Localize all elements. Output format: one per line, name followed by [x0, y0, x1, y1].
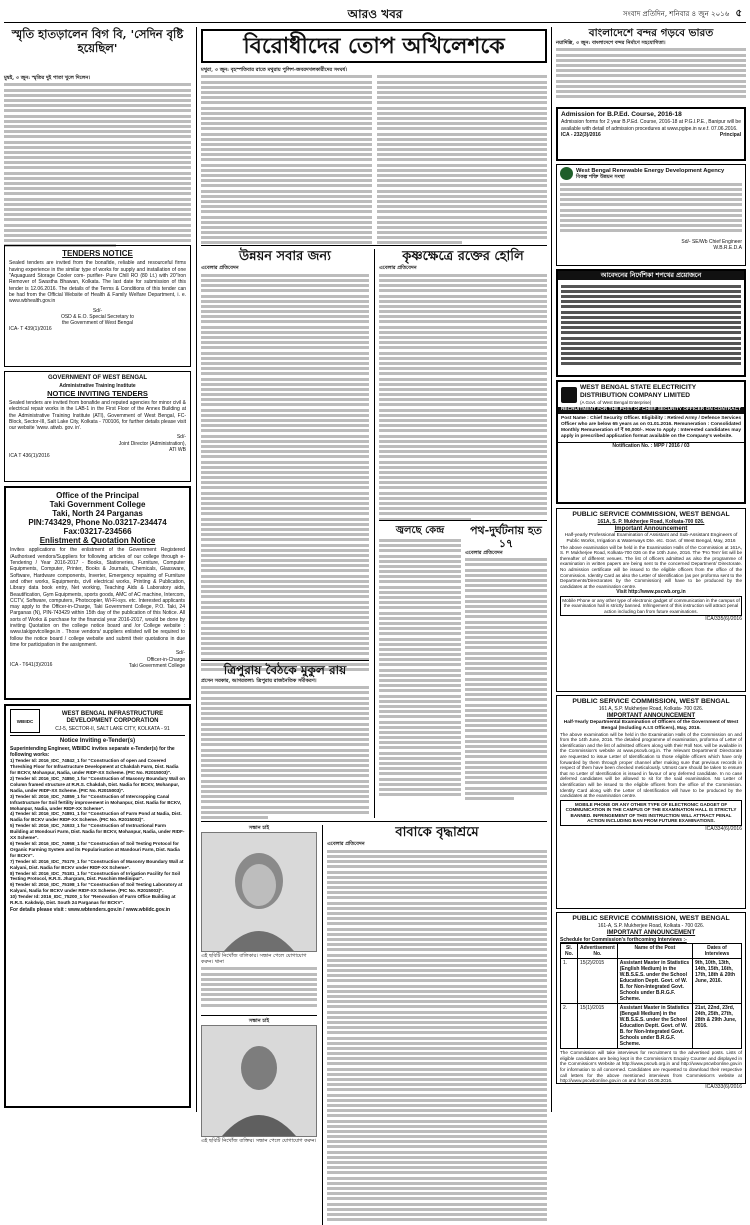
sign-line: OSD & E.O. Special Secretary to	[60, 313, 135, 320]
tender-list-item: 10) Tender Id: 2016_IDC_75200_1 for "Renovation of Farm Office Building at R.R.S. Kakdwip, Dist. South 24 Parganas for BCKV".	[10, 894, 176, 906]
tender-list-item: 5) Tender Id: 2016_IDC_74933_1 for "Construction of Instructional Farm Building at Mondouri Farm, Dist. Nadia for BCKV, Mohanpur, Nadia, under RIDF-XX Scheme".	[10, 823, 185, 841]
psc-announcement-3	[556, 912, 746, 1090]
story-unnayan	[201, 249, 369, 818]
table-cell: 9th, 10th, 13th, 14th, 15th, 16th, 17th, 18th & 20th June, 2016.	[693, 959, 742, 1004]
story-krishnakshetra-dateline: এবেলার প্রতিবেদন	[379, 265, 417, 272]
psc1-body: The above examination will be held in the Examination Halls of the Commission at 161A, S. P. Mukherjee Road, Kolkata-700 026 on the 10th June, 2016. The 'Pro Tem' list will be thereafter of different venues. The list of officers admitted as also the programme of examination in written papers are being sent to the concerned Department/ Directorate. No admission certificate will be issued to the eligible officers from the office of the Commission. Identity Card as also the Letter of Identification (as per proforma sent to the Departments/Directorates by the Commission) will have to be produced by the candidates at the examination centre.	[560, 544, 742, 589]
table-cell: 15(1)/2015	[578, 1004, 618, 1049]
missing-notices	[201, 825, 317, 1225]
wbsedcl-header	[558, 382, 744, 407]
header-rule	[4, 22, 746, 23]
tender-list-item: 9) Tender Id: 2016_IDC_75198_1 for "Construction of Soil Testing Laboratory at Kalyani, Nadia for BCKV under RIDF-XX Scheme. (PIC No. R2015003)".	[10, 882, 183, 894]
table-cell: 15(2)/2015	[578, 959, 618, 1004]
col-header: Dates of Interviews	[693, 944, 742, 959]
sign-line: Sd/-	[175, 650, 185, 657]
college-notice-title: Enlistment & Quotation Notice	[39, 536, 156, 546]
wbsedcl-title1: WEST BENGAL STATE ELECTRICITY	[580, 384, 697, 392]
bengali-recruitment-notice	[556, 269, 746, 377]
story-bangladesh-body	[556, 48, 746, 104]
story-babake	[322, 825, 547, 1225]
page-section-title: আরও খবর	[347, 7, 403, 21]
bped-footer	[561, 132, 741, 138]
story-big-b-headline: স্মৃতি হাতড়ালেন বিগ বি, 'সেদিন বৃষ্টি হয়েছিল'	[11, 27, 184, 55]
wbreda-ad	[556, 164, 746, 266]
psc2-subhead: Half-Yearly Departmental Examination of Officers of the Government of West Bengal (Including A.I.S Officers), May, 2016.	[563, 719, 739, 731]
psc1-heading: Important Announcement	[614, 525, 688, 532]
tenders-notice-title: TENDERS NOTICE	[62, 249, 133, 259]
sign-line: the Government of West Bengal	[61, 320, 134, 327]
sign-line: W.B.R.E.D.A	[713, 244, 742, 251]
missing-photo-1	[201, 832, 317, 952]
story-jwolche-body	[379, 539, 461, 797]
story-accident-title: পথ-দুর্ঘটনায় হত ১৭	[470, 523, 542, 550]
psc1-subhead: Half-yearly Professional Examination of Assistant and Sub-Assistant Engineers of Public Works, Irrigation & Waterways Dte. etc. Govt. of West Bengal, May, 2016	[564, 532, 738, 544]
story-tripura-dateline: প্রসেন সরকার, আগরতলা: ত্রিপুরায় রাজনৈতিক সমীকরণ।	[201, 677, 317, 684]
col-header: Advertisement No.	[578, 944, 618, 959]
middle-column	[196, 27, 552, 1144]
bped-ref: ICA - 232(3)/2016	[561, 132, 601, 139]
wbreda-name: West Bengal Renewable Energy Development Agency	[576, 167, 725, 174]
table-cell: 2.	[561, 1004, 578, 1049]
table-row	[561, 959, 742, 1004]
missing-caption-1: এই ছবিটি নিখোঁজ বালিকার। সন্ধান পেলে যোগাযোগ করুন। থানা	[201, 952, 307, 965]
story-tripura-body	[201, 686, 369, 818]
ati-tender-body: Sealed tenders are invited from bonafide and reputed agencies for minor civil & electrical repair works in the LAB-1 in the First Floor of the Annex Building at the Administrative Training Institute (ATI), Government of West Bengal, FC-Block, Sector-III, Salt Lake City, Kolkata - 700106, for further details please visit our website 'www. atiwb. gov. in'.	[9, 399, 186, 432]
ati-tender-ad	[4, 371, 191, 482]
wbreda-sign	[560, 239, 742, 252]
table-cell: Assistant Master in Statistics (Bengali Medium) in the W.B.S.E.S. under the School Education Deptt. Govt. of W. B. for Non-Integrated Govt. Schools under B.R.G.F. Scheme.	[617, 1004, 692, 1049]
lead-story-dateline: মথুরা, ৩ জুন: বৃহস্পতিবার রাতে মথুরায় পুলিশ-জবরদখলকারীদের সংঘর্ষ।	[201, 67, 347, 73]
psc2-addr: 161 A, S.P. Mukherjee Road, Kolkata- 700 026.	[598, 706, 704, 713]
tenders-notice-ad	[4, 245, 191, 367]
table-row	[561, 1004, 742, 1049]
wbiidc-title2: DEVELOPMENT CORPORATION	[66, 718, 159, 725]
story-krishnakshetra-title: কৃষ্ণক্ষেত্রে রক্তের হোলি	[402, 249, 524, 265]
lead-headline: বিরোধীদের তোপ অখিলেশকে	[201, 29, 547, 63]
psc2-warning: MOBILE PHONE OR ANY OTHER TYPE OF ELECTRONIC GADGET OF COMMUNICATION IN THE CAMPUS OF THE EXAMINATION HALL IS STRICTLY BANNED. INFRINGEMENT OF THIS INSTRUCTION WILL ATTRACT PENAL ACTION INCLUDING BAN FROM FUTURE EXAMINATIONS.	[560, 800, 742, 826]
ati-gov-line: GOVERNMENT OF WEST BENGAL	[48, 375, 147, 382]
college-phone: PIN:743429, Phone No.03217-234474	[28, 518, 167, 528]
sign-line: ATI WB	[169, 447, 186, 454]
college-notice-body: Invites applications for the enlistment of the Government Registered /Authorised vendors/Suppliers for following articles of our college through e-Tendering / Year 2016-2017 - Books, Stationeries, Furniture, Computer Equipments, Computer, Printer, Books & Journals, Chemicals, Glassware, Software, Hardware components, Inverter, Emergency repairing of Furniture and other works, Equipments, civil electrical works, Printing & Publication, Library data book entry, Net working, Teaching Aids & Laboratory aids, Beautification, Gym Equipments, sports goods, AMC of AC machine, Intercom, CCTV, Software, computers, Photocopier, Wi-Fi-sys. etc. Interested applicants may apply to the Officer-in-Charge, Taki Government College, P.O. Taki, 24 Parganas (N), PIN-743429 within 15th day of the publication of this Notice. All sorts of Works & purchase for the financial year 2016-2017, would be done by inviting Quotation on the college notice board and /or College website : www.takigovtcollege.in . Those vendors/ suppliers enlisted will be required to follow the notice board / college website and submit their quotations in due time for participation in the assignment.	[10, 547, 185, 648]
wbiidc-intro: Superintending Engineer, WBIIDC invites separate e-Tender(s) for the following works:	[10, 745, 175, 758]
missing-photo-2	[201, 1025, 317, 1137]
story-babake-title: বাবাকে বৃদ্ধাশ্রমে	[395, 825, 479, 841]
page-number: ৫	[735, 8, 742, 19]
psc-announcement-2	[556, 695, 746, 909]
ati-tender-ref: ICA T 436(1)/2016	[9, 453, 50, 460]
story-babake-dateline: এবেলার প্রতিবেদন	[327, 841, 365, 848]
wbsedcl-title2: DISTRIBUTION COMPANY LIMITED	[580, 392, 691, 400]
wbiidc-logo: WBIIDC	[10, 709, 40, 733]
story-bangladesh-dateline: নয়াদিল্লি, ৩ জুন: বাংলাদেশে বন্দর নির্মাণে সহযোগিতা।	[556, 40, 666, 46]
ati-dept-line: Administrative Training Institute	[59, 382, 136, 389]
wbreda-logo-icon	[560, 167, 573, 180]
psc3-addr: 161-A, S.P. Mukherjee Road, Kolkata - 700 026.	[597, 923, 705, 930]
sign-line: Sd/-	[92, 307, 103, 314]
psc2-body: The above examination will be held in the Examination Halls of the Commission on and from the 14th June, 2016. The detailed programme of examination, proforma of Letter of Identification and the list of admitted officers along with their Roll Nos. will be available in the Commission's website at www.pscwb.org.in. The relevant Department/ Directorate are requested to issue Letter of Identification to those eligible officers which have only forwarded by them through proper channel after making sure that previous records in respect of them have been checked meticulously. Utmost care should be taken to ensure that no Letter of Identification is issued in favour of any deferred candidate. In no case deferred candidates will be allowed to sit for the said examination. No Letter of Identification will be issued to the eligible officers from the office of the Commission. Identity Card along with the Letter of Identification will have to be produced by the candidates at the examination centre.	[560, 731, 742, 799]
tenders-notice-ref: ICA- T 439(1)/2016	[9, 326, 52, 333]
story-bangladesh-title: বাংলাদেশে বন্দর গড়বে ভারত	[588, 27, 714, 39]
table-cell: 1.	[561, 959, 578, 1004]
story-krishnakshetra	[374, 249, 547, 818]
tender-list-item: 3) Tender Id: 2016_IDC_74859_1 for "Construction of Intercropping Canal Infrastructure for Soil fertility improvement in Mohanpur, Dist. Nadia for BCKV, Mohanpur, Nadia, under RIDF-XX Scheme".	[10, 793, 182, 811]
story-unnayan-dateline: এবেলার প্রতিবেদন	[201, 265, 239, 272]
psc2-ref: ICA/334(6)/2016	[705, 826, 742, 833]
wbreda-title-block	[576, 168, 724, 181]
person-photo-placeholder-icon	[214, 1032, 304, 1136]
college-line3: Taki, North 24 Parganas	[52, 509, 143, 519]
story-accident-body	[465, 558, 547, 802]
story-jwolche	[379, 524, 461, 802]
bped-admission-ad	[556, 107, 746, 161]
story-babake-body	[327, 850, 547, 1218]
row-stories-e-f	[379, 520, 547, 802]
wbiidc-header	[10, 709, 185, 736]
wbreda-body	[560, 183, 742, 239]
missing-body-1	[201, 967, 317, 1011]
story-big-b-dateline: মুম্বই, ৩ জুন: স্মৃতির দুই পাতা খুলে দিলেন।	[4, 75, 91, 81]
right-column	[556, 27, 746, 1112]
tender-list-item: 8) Tender Id: 2016_IDC_75181_1 for "Construction of Irrigation Facility for Soil Testing Protocol, R.R.S. Jhargram, Dist. Paschim Medinipur".	[10, 870, 181, 882]
page-dateline	[623, 6, 742, 23]
bengali-notice-body	[558, 280, 744, 372]
table-cell: Assistant Master in Statistics (English Medium) in the W.B.S.E.S. under the School Education Deptt. Govt. of W. B. for Non-Integrated Govt. Schools under B.R.G.F. Scheme.	[617, 959, 692, 1004]
sign-line: Joint Director (Administration),	[118, 440, 186, 447]
psc1-website-link[interactable]: Visit http://www.pscwb.org.in	[616, 589, 686, 596]
psc1-addr: 161A, S. P. Mukherjee Road, Kolkata-700 026.	[597, 519, 705, 526]
missing-notice-label-1: সন্ধান চাই	[248, 825, 270, 832]
tender-list-item: 1) Tender Id: 2016_IDC_74842_1 for "Construction of open and Covered Threshing Floor for Infrastructure Development at Chakdah Farm, Dist. Nadia for BCKV, Mohanpur, Nadia, under RIDF-XX Scheme. (PIC No. R2015003)".	[10, 758, 179, 776]
psc3-footer: The Commission will take interviews for recruitment to the advertised posts. Lists of eligible candidates are being kept in the Commission's Enquiry Counter and displayed in the Commission's Website at http://www.pscwb.org.in and http://www.pscwbonline.gov.in for information to all concerned. Candidates are requested to download their respective call letters for the above mentioned interviews from Commission's website at http://www.pscwbonline.gov.in on and from 04.06.2016.	[560, 1050, 742, 1084]
sign-line: Sd/- SE/Wb Chief Engineer	[681, 238, 742, 245]
lead-body-col1	[201, 73, 372, 241]
lead-body-col2	[377, 73, 548, 241]
wbiidc-title1: WEST BENGAL INFRASTRUCTURE	[61, 711, 164, 718]
wbiidc-items	[10, 758, 185, 906]
story-jwolche-title: জ্বলছে কেন্দ্র	[395, 524, 445, 536]
table-header-row	[561, 944, 742, 959]
taki-college-notice	[4, 486, 191, 700]
psc1-ref: ICA/335(6)/2016	[705, 616, 742, 623]
wbsedcl-notice-no: Notification No. : MPP / 2016 / 03	[558, 442, 744, 449]
wbsedcl-body: Post Name : Chief Security Officer. Eligibility : Retired Army / Defence Services Officer who are below 65 years as on 01.01.2016. Remuneration : Consolidated Monthly Remuneration of ₹ 90,000/-. How to Apply : Interested candidates may apply in prescribed application format available on the Company's website.	[561, 415, 741, 439]
college-line1: Office of the Principal	[56, 491, 139, 501]
wbiidc-footer: For details please visit : www.wbtenders.gov.in / www.wbiidc.gov.in	[10, 906, 171, 913]
psc3-title: PUBLIC SERVICE COMMISSION, WEST BENGAL	[572, 915, 730, 923]
left-column	[4, 27, 191, 1112]
wbiidc-notice: Notice Inviting e-Tender(s)	[59, 738, 136, 745]
wbsedcl-recruitment-ad	[556, 380, 746, 504]
wbsedcl-sub: (A Govt. of West Bengal Enterprise)	[580, 399, 652, 405]
lead-story-body	[201, 73, 547, 241]
col-header: Sl. No.	[561, 944, 578, 959]
bped-title: Admission for B.P.Ed. Course, 2016-18	[561, 111, 682, 119]
col-header: Name of the Post	[617, 944, 692, 959]
story-unnayan-title: উন্নয়ন সবার জন্য	[239, 249, 331, 265]
psc2-title: PUBLIC SERVICE COMMISSION, WEST BENGAL	[572, 698, 730, 706]
psc1-warning: Mobile Phone or any other type of electronic gadget of communication in the campus of the examination hall is strictly banned. Infringement of this instruction will attract penal action including ban from future examinations.	[560, 596, 742, 617]
psc3-heading: IMPORTANT ANNOUNCEMENT	[606, 929, 696, 936]
wbiidc-title-block	[40, 711, 185, 732]
paper-date: সংবাদ প্রতিদিন, শনিবার ৪ জুন ২০১৬	[623, 10, 730, 18]
bengali-notice-title: আবেদনের নির্দেশিকা শপথের প্রয়োজনে	[558, 271, 744, 280]
story-tripura-title: ত্রিপুরায় বৈঠকে মুকুল রায়	[201, 660, 369, 678]
bped-body: Admission forms for 2 year B.P.Ed. Course, 2016-18 at P.G.I.P.E., Banipur will be available with detail of admission procedures at www.pgipe.in w.e.f. 07.06.2016.	[561, 119, 741, 132]
ati-tender-sign	[9, 434, 186, 453]
college-fax: Fax:03217-234566	[63, 527, 132, 537]
wbsedcl-recruit-banner: RECRUITMENT FOR THE POST OF CHIEF SECURITY OFFICER ON CONTRACT	[558, 407, 744, 414]
college-ref: ICA - T641(3)/2016	[10, 662, 53, 669]
wbreda-sub: বিকল্প শক্তি উন্নয়ন সংস্থা	[576, 174, 625, 181]
ati-tender-title: NOTICE INVITING TENDERS	[47, 388, 148, 398]
college-line2: Taki Government College	[49, 500, 146, 510]
wbreda-header	[560, 167, 742, 180]
person-photo-placeholder-icon	[214, 841, 304, 951]
psc-announcement-1	[556, 508, 746, 692]
story-krishnakshetra-body	[379, 274, 547, 520]
tenders-notice-body: Sealed tenders are invited from the bonafide, reliable and resourceful firms having experience in the similar type of works for supply and installation of one "Aquaguard Storage Cooler com- purifier- Pure Chill RO (80 Lt.) with 20"Iron Remover of Swastha Bhawan, Kolkata. The last date for submission of this tender is 12.06.2016. The details of the Terms & Conditions of this tender can be had from the Official Website of Health & Family Welfare Department, i. e. www.wbhealth.gov.in	[9, 260, 186, 305]
missing-notice-label-2: সন্ধান চাই	[201, 1015, 317, 1024]
tender-list-item: 7) Tender Id: 2016_IDC_75179_1 for "Construction of Masonry Boundary Wall at Kalyani, Dist. Nadia for BCKV under RIDF-XX Scheme".	[10, 858, 184, 870]
wbiidc-tender-ad	[4, 704, 191, 1108]
psc3-ref: ICA/333(6)/2016	[705, 1083, 742, 1090]
tender-list-item: 6) Tender Id: 2016_IDC_74958_1 for "Construction of Soil Testing Protocol for Organic Farming System and its Popularisation at Mandouri Farm, Dist. Nadia for BCKV".	[10, 840, 180, 858]
story-accident	[465, 524, 547, 802]
tender-list-item: 4) Tender Id: 2016_IDC_74891_1 for "Construction of Farm Pond at Nadia, Dist. Nadia for BCKV under RIDF-XX Scheme. (PIC No. R2015003)".	[10, 811, 182, 823]
story-accident-dateline: এবেলার প্রতিবেদন	[465, 549, 503, 556]
sign-line: Taki Government College	[128, 662, 185, 669]
sign-line: Sd/-	[176, 434, 186, 441]
bped-sign: Principal	[719, 132, 741, 139]
wbiidc-addr: CJ-5, SECTOR-II, SALT LAKE CITY, KOLKATA - 91	[55, 725, 170, 732]
story-big-b-body	[4, 83, 191, 241]
row-bottom-middle	[201, 821, 547, 1225]
story-unnayan-body	[201, 274, 369, 660]
table-cell: 21st, 22nd, 23rd, 24th, 25th, 27th, 28th & 29th June, 2016.	[693, 1004, 742, 1049]
psc1-title: PUBLIC SERVICE COMMISSION, WEST BENGAL	[572, 511, 730, 519]
wbsedcl-logo-icon	[561, 387, 577, 403]
interview-schedule-table	[560, 943, 742, 1049]
psc3-subhead: Schedule for Commission's forthcoming Interviews :-	[560, 936, 687, 943]
row-stories-b-c	[201, 245, 547, 818]
tenders-notice-sign	[9, 308, 186, 327]
missing-caption-2: এই ছবিটি নিখোঁজ ব্যক্তির। সন্ধান পেলে যোগাযোগ করুন।	[201, 1137, 317, 1144]
sign-line: Officer-in-Charge	[146, 656, 185, 663]
psc2-heading: IMPORTANT ANNOUNCEMENT	[606, 712, 696, 719]
tender-list-item: 2) Tender Id: 2016_IDC_74850_1 for "Construction of Masonry Boundary Wall on Column framed structure at R.R.S. Chakdah, Dist. Nadia for BCKV, Mohanpur, Nadia, under RIDF-XX Scheme. (PIC No. R2015003)".	[10, 776, 185, 793]
wbsedcl-title-block	[580, 384, 696, 405]
